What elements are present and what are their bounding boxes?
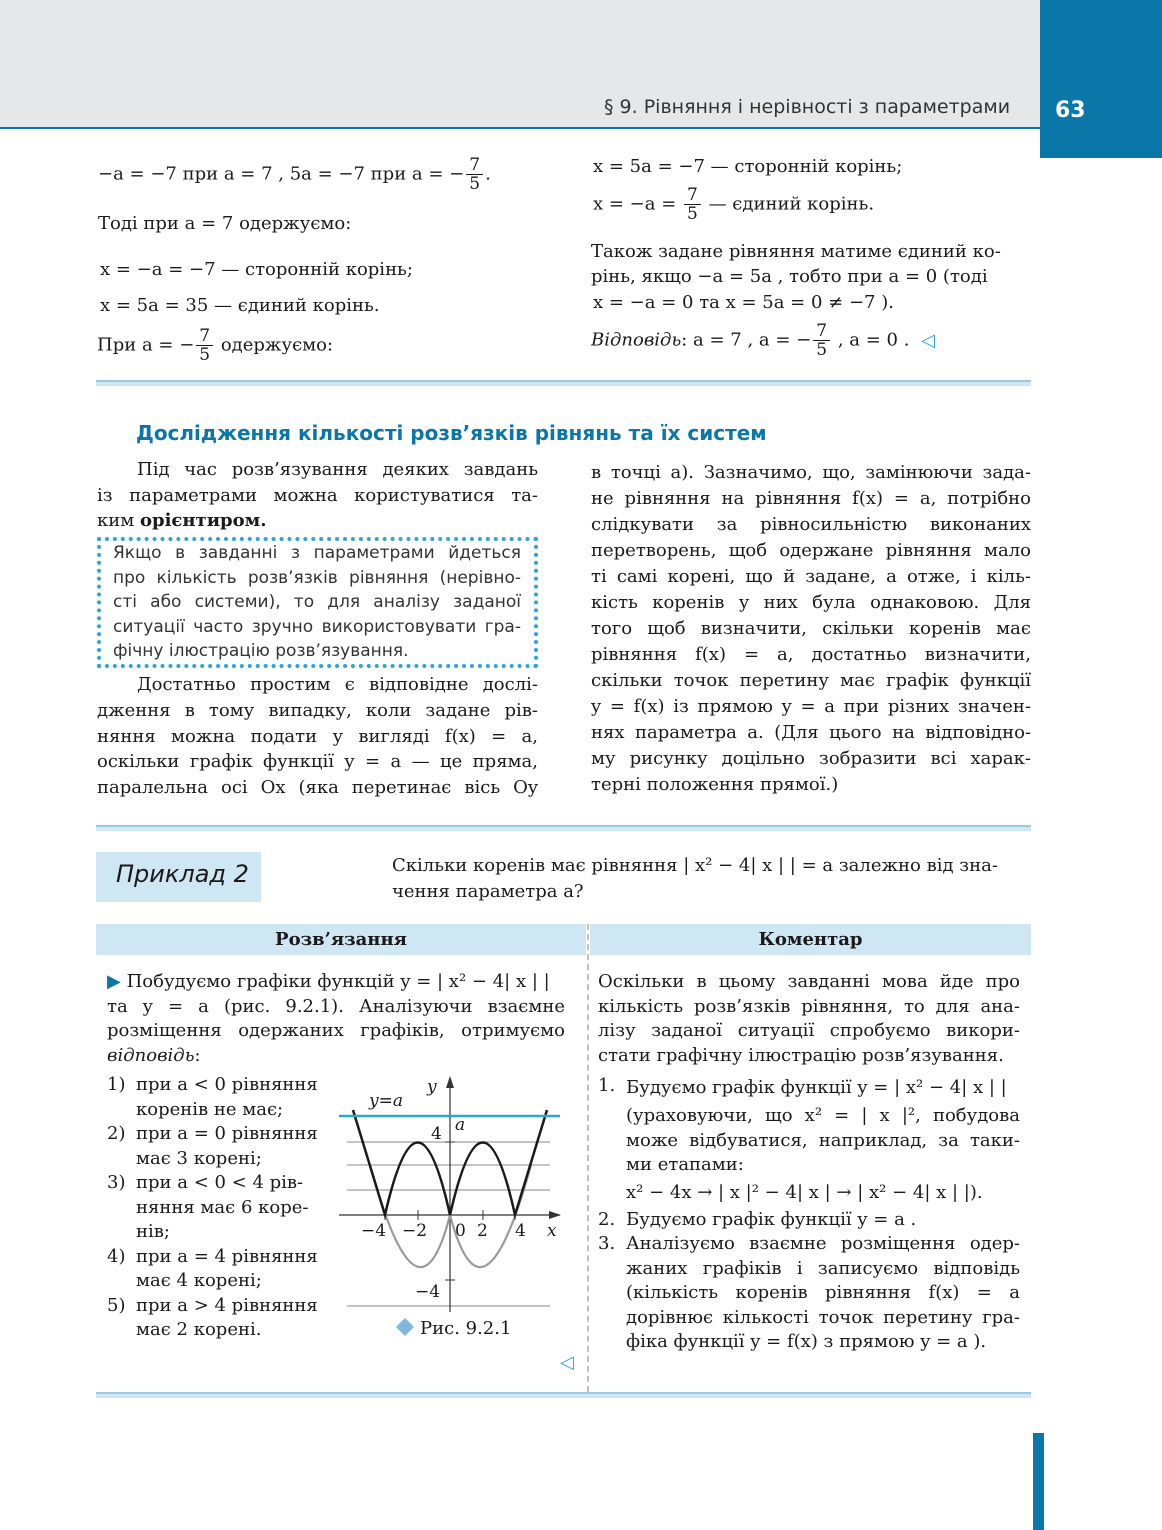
case-text: при a < 0 < 4 рів- xyxy=(136,1172,304,1193)
step-line: x² − 4x → | x |² − 4| x | → | x² − 4| x | |). xyxy=(626,1181,983,1203)
comment-header-label: Коментар xyxy=(758,929,863,950)
column-divider xyxy=(587,924,589,1392)
header-rule xyxy=(0,127,1040,129)
example-question-1: Скільки коренів має рівняння | x² − 4| x | | = a залежно від зна- xyxy=(392,855,998,876)
paragraph-line: нях параметра a. (Для цього на відповідно- xyxy=(591,722,1031,743)
end-mark-icon: ◁ xyxy=(921,329,935,351)
figure-9-2-1 xyxy=(335,1070,570,1342)
step-line: (ураховуючи, що x² = | x |², побудова xyxy=(626,1105,1020,1126)
case-text: нів; xyxy=(136,1221,170,1242)
case-item: 2) при a = 0 рівняння має 3 корені; xyxy=(107,1122,327,1171)
guideline-line: фічну ілюстрацію розв’язування. xyxy=(113,641,409,661)
top-left-line-2: Тоді при a = 7 одержуємо: xyxy=(98,213,352,234)
label-minus-4: −4 xyxy=(415,1282,441,1302)
case-text: при a > 4 рівняння xyxy=(136,1294,318,1316)
cases-list xyxy=(107,1073,327,1343)
x-tick-m2: −2 xyxy=(402,1221,428,1241)
top-left-line-3: x = −a = −7 — сторонній корінь; xyxy=(100,259,413,280)
top-left-line-4: x = 5a = 35 — єдиний корінь. xyxy=(100,295,380,316)
step-line: жаних графіків і записуємо відповідь xyxy=(626,1257,1020,1279)
label-a: a xyxy=(455,1115,466,1135)
section-heading: Дослідження кількості розв’язків рівнянь та їх систем xyxy=(136,421,767,445)
section-left-after-1: Достатньо простим є відповідне дослі- xyxy=(137,674,538,695)
solution-text xyxy=(107,970,565,1068)
play-arrow-icon: ▶ xyxy=(107,971,121,992)
guideline-line: Якщо в завданні з параметрами йдеться xyxy=(113,543,521,563)
guideline-line: про кількість розв’язків рівняння (нерівно- xyxy=(113,567,521,588)
paragraph-line: му рисунку доцільно зобразити всі харак- xyxy=(591,748,1031,769)
running-title: § 9. Рівняння і нерівності з параметрами xyxy=(604,96,1011,118)
section-right-text xyxy=(591,460,1031,798)
paragraph-line: не рівняння на рівняння f(x) = a, потрібно xyxy=(591,488,1031,509)
comment-line: кількість розв’язків рівняння, то для ана- xyxy=(598,995,1020,1017)
separator-3 xyxy=(96,1392,1031,1398)
case-item: 4) при a = 4 рівняння має 4 корені; xyxy=(107,1245,327,1294)
step-line: фіка функції y = f(x) з прямою y = a ). xyxy=(626,1331,987,1352)
top-right-line-5: x = −a = 0 та x = 5a = 0 ≠ −7 ). xyxy=(593,292,894,313)
paragraph-line: слідкувати за рівносильністю виконаних xyxy=(591,514,1031,535)
solution-line: та y = a (рис. 9.2.1). Аналізуючи взаємне xyxy=(107,995,565,1017)
top-right-answer: Відповідь: a = 7 , a = − $\frac{7}{5}$ , a = 0 . ◁ xyxy=(591,321,935,360)
x-tick-4: 4 xyxy=(515,1221,526,1241)
y-axis-arrow-icon xyxy=(446,1076,454,1088)
page-number: 63 xyxy=(1055,98,1086,123)
top-right-line-1: x = 5a = −7 — сторонній корінь; xyxy=(593,156,903,177)
section-left-intro-2: із параметрами можна користуватися та- xyxy=(97,485,538,506)
solution-end-mark-icon: ◁ xyxy=(560,1352,574,1373)
paragraph-line: дження в тому випадку, коли задане рів- xyxy=(97,700,538,721)
step-item: 3. Аналізуємо взаємне розміщення одер- жаних графіків і записуємо відповідь (кількість коренів рівняння f(x) = a дорівнює кількості точок перетину гра- фіка функції y = f(x) з прямою y = a ). xyxy=(598,1232,1020,1355)
top-right-line-4: рінь, якщо −a = 5a , тобто при a = 0 (тоді xyxy=(591,266,988,287)
label-x: x xyxy=(547,1221,557,1241)
top-right-line-2: x = −a = $\frac{7}{5}$ — єдиний корінь. xyxy=(593,185,875,224)
case-text: має 4 корені; xyxy=(136,1270,262,1291)
paragraph-line: того щоб визначити, скільки коренів має xyxy=(591,618,1031,639)
side-accent-bar xyxy=(1033,1433,1044,1530)
top-left-line-1: −a = −7 при a = 7 , 5a = −7 при a = − $\frac{7}{5}$ . xyxy=(98,155,491,194)
paragraph-line: y = f(x) із прямою y = a при різних значен- xyxy=(591,696,1031,717)
step-item: 1. Будуємо графік функції y = | x² − 4| x | | (ураховуючи, що x² = | x |², побудова може відбуватися, наприклад, за таки- ми етапами: x² − 4x → | x |² − 4| x | → | x² − 4| x | |). xyxy=(598,1074,1020,1208)
label-ya: y=a xyxy=(369,1091,403,1111)
guideline-text xyxy=(113,541,521,664)
paragraph-line: оскільки графік функції y = a — це пряма, xyxy=(97,751,538,772)
step-line: Аналізуємо взаємне розміщення одер- xyxy=(626,1233,1020,1254)
comment-line: лізу заданої ситуації спробуємо викори- xyxy=(598,1020,1020,1041)
solution-line: ▶ Побудуємо графіки функцій y = | x² − 4| x | | xyxy=(107,971,550,992)
separator-1 xyxy=(96,380,1031,386)
figure-caption: Рис. 9.2.1 xyxy=(420,1318,512,1339)
case-item: 3) при a < 0 < 4 рів- няння має 6 коре- нів; xyxy=(107,1171,327,1245)
case-text: має 3 корені; xyxy=(136,1147,262,1169)
top-right-line-3: Також задане рівняння матиме єдиний ко- xyxy=(591,241,1001,262)
separator-2 xyxy=(96,825,1031,831)
case-text: при a = 4 рівняння xyxy=(136,1245,318,1267)
comment-text xyxy=(598,970,1020,1068)
step-line: може відбуватися, наприклад, за таки- xyxy=(626,1129,1020,1151)
example-question-2: чення параметра a? xyxy=(392,881,584,902)
step-line: Будуємо графік функції y = a . xyxy=(626,1208,917,1230)
case-item: 1) при a < 0 рівняння коренів не має; xyxy=(107,1073,327,1122)
paragraph-line: няння можна подати у вигляді f(x) = a, xyxy=(97,725,538,747)
guideline-line: ситуації часто зручно використовувати гра- xyxy=(113,616,521,637)
paragraph-line: перетворень, щоб одержане рівняння мало xyxy=(591,540,1031,561)
comment-line: стати графічну ілюстрацію розв’язування. xyxy=(598,1044,1004,1066)
case-text: няння має 6 коре- xyxy=(136,1196,309,1218)
solution-line: розміщення одержаних графіків, отримуємо xyxy=(107,1020,565,1041)
paragraph-line: паралельна осі Ox (яка перетинає вісь Oy xyxy=(97,776,538,798)
paragraph-line: кість коренів у них була однаковою. Для xyxy=(591,592,1031,613)
solution-line: відповідь: xyxy=(107,1044,201,1066)
solution-header-label: Розв’язання xyxy=(275,929,407,950)
x-tick-2: 2 xyxy=(477,1221,488,1241)
section-left-intro-1: Під час розв’язування деяких завдань xyxy=(137,459,538,480)
step-line: ми етапами: xyxy=(626,1154,744,1175)
paragraph-line: в точці a). Зазначимо, що, замінюючи зада- xyxy=(591,462,1031,483)
paragraph-line: ті самі корені, що й задане, а отже, і кіль- xyxy=(591,566,1031,587)
top-left-line-5: При a = − $\frac{7}{5}$ одержуємо: xyxy=(97,326,334,365)
paragraph-line: скільки точок перетину має графік функції xyxy=(591,670,1031,691)
case-text: має 2 корені. xyxy=(136,1319,262,1340)
case-item: 5) при a > 4 рівняння має 2 корені. xyxy=(107,1294,327,1343)
step-line: (кількість коренів рівняння f(x) = a xyxy=(626,1282,1020,1303)
step-item: 2. Будуємо графік функції y = a . xyxy=(598,1208,1020,1233)
label-4: 4 xyxy=(431,1124,442,1144)
caption-diamond-icon xyxy=(396,1318,414,1336)
section-left-intro-3: ким орієнтиром. xyxy=(97,510,267,531)
x-axis-arrow-icon xyxy=(549,1211,561,1219)
case-text: при a = 0 рівняння xyxy=(136,1123,318,1144)
page-number-tab xyxy=(1040,0,1162,158)
example-label: Приклад 2 xyxy=(116,860,249,888)
case-text: коренів не має; xyxy=(136,1098,284,1120)
step-line: дорівнює кількості точок перетину гра- xyxy=(626,1306,1020,1328)
guideline-line: сті або системи), то для аналізу заданої xyxy=(113,592,521,612)
x-tick-0: 0 xyxy=(455,1221,466,1241)
x-tick-m4: −4 xyxy=(361,1221,387,1241)
step-line: Будуємо графік функції y = | x² − 4| x | | xyxy=(626,1077,1007,1098)
case-text: при a < 0 рівняння xyxy=(136,1074,318,1095)
section-left-after-rest xyxy=(97,698,538,800)
comment-line: Оскільки в цьому завданні мова йде про xyxy=(598,971,1020,992)
comment-steps xyxy=(598,1074,1020,1355)
label-y: y xyxy=(427,1077,437,1097)
paragraph-line: рівняння f(x) = a, достатньо визначити, xyxy=(591,644,1031,665)
paragraph-line: терні положення прямої.) xyxy=(591,774,839,795)
